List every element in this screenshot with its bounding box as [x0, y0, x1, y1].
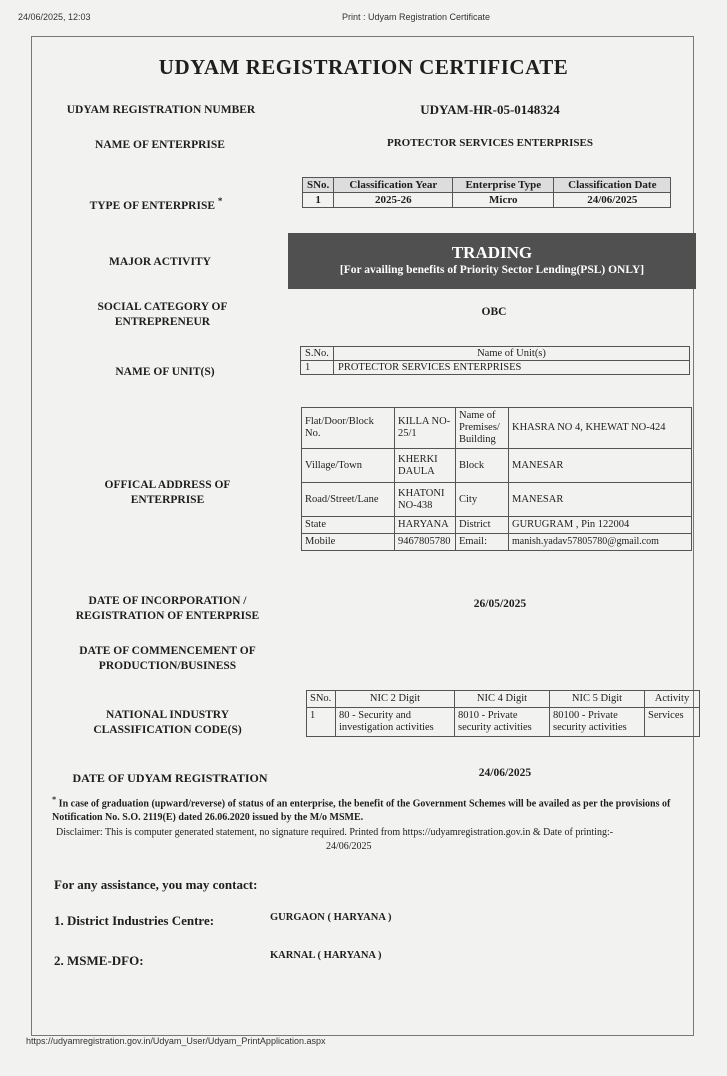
- address-value: KILLA NO-25/1: [395, 408, 456, 449]
- classification-header-type: Enterprise Type: [453, 178, 554, 193]
- enterprise-type-label: TYPE OF ENTERPRISE *: [89, 196, 223, 212]
- msme-dfo-label: 2. MSME-DFO:: [54, 953, 144, 968]
- footnote: [52, 793, 702, 825]
- units-header-name: Name of Unit(s): [334, 347, 690, 361]
- enterprise-name-label: NAME OF ENTERPRISE: [95, 139, 225, 151]
- address-key: Village/Town: [302, 449, 395, 483]
- address-key: Email:: [456, 534, 509, 551]
- major-activity-label: MAJOR ACTIVITY: [109, 256, 211, 268]
- table-row: [301, 361, 690, 375]
- nic-label-line1: NATIONAL INDUSTRY: [105, 709, 230, 721]
- unit-name-label: NAME OF UNIT(S): [115, 366, 215, 378]
- table-row: [302, 534, 692, 551]
- registration-number-value: UDYAM-HR-05-0148324: [420, 102, 560, 117]
- commencement-label: [50, 644, 285, 674]
- address-value: HARYANA: [395, 517, 456, 534]
- address-value: manish.yadav57805780@gmail.com: [509, 534, 692, 551]
- nic-5digit: 80100 - Private security activities: [550, 708, 645, 737]
- nic-header-2digit: NIC 2 Digit: [336, 691, 455, 708]
- address-value: KHERKI DAULA: [395, 449, 456, 483]
- classification-header-date: Classification Date: [554, 178, 671, 193]
- nic-header-sno: SNo.: [307, 691, 336, 708]
- major-activity-note: [For availing benefits of Priority Sector Lending(PSL) ONLY]: [339, 264, 645, 276]
- social-category-label-line1: SOCIAL CATEGORY OF: [97, 301, 228, 313]
- nic-header-activity: Activity: [645, 691, 700, 708]
- contact-heading: For any assistance, you may contact:: [54, 877, 258, 892]
- social-category-value: OBC: [481, 306, 507, 318]
- dic-label: 1. District Industries Centre:: [54, 913, 215, 928]
- unit-name: PROTECTOR SERVICES ENTERPRISES: [334, 361, 690, 375]
- address-key: Block: [456, 449, 509, 483]
- commencement-label-line1: DATE OF COMMENCEMENT OF: [79, 645, 256, 657]
- address-value: MANESAR: [509, 483, 692, 517]
- address-value: KHASRA NO 4, KHEWAT NO-424: [509, 408, 692, 449]
- enterprise-type-star: *: [217, 196, 223, 206]
- nic-activity: Services: [645, 708, 700, 737]
- social-category-label-line2: ENTREPRENEUR: [114, 316, 211, 328]
- table-row: [302, 408, 692, 449]
- nic-table: [306, 690, 700, 737]
- certificate-title: UDYAM REGISTRATION CERTIFICATE: [158, 55, 569, 79]
- address-key: State: [302, 517, 395, 534]
- address-key: City: [456, 483, 509, 517]
- classification-date: 24/06/2025: [554, 193, 671, 208]
- units-table: [300, 346, 690, 375]
- classification-type: Micro: [453, 193, 554, 208]
- address-key: Name of Premises/ Building: [456, 408, 509, 449]
- major-activity-value: TRADING: [451, 243, 533, 262]
- udyam-date-value: 24/06/2025: [478, 767, 532, 779]
- nic-header-5digit: NIC 5 Digit: [550, 691, 645, 708]
- disclaimer: [56, 826, 706, 854]
- footer-url: https://udyamregistration.gov.in/Udyam_User/Udyam_PrintApplication.aspx: [26, 1036, 326, 1046]
- incorporation-label-line1: DATE OF INCORPORATION /: [88, 595, 247, 607]
- classification-sno: 1: [303, 193, 334, 208]
- address-key: District: [456, 517, 509, 534]
- address-label-line2: ENTERPRISE: [130, 494, 205, 506]
- disclaimer-text: Disclaimer: This is computer generated statement, no signature required. Printed from https://udyamregistration.gov.in & Date of printing:-: [56, 827, 614, 838]
- incorporation-label: [50, 594, 285, 624]
- social-category-label: [60, 300, 265, 330]
- nic-2digit: 80 - Security and investigation activities: [336, 708, 455, 737]
- address-key: Flat/Door/Block No.: [302, 408, 395, 449]
- major-activity-band: [288, 233, 696, 289]
- address-key: Road/Street/Lane: [302, 483, 395, 517]
- table-row: [302, 449, 692, 483]
- nic-label: [55, 708, 280, 738]
- address-label: [60, 478, 275, 508]
- address-key: Mobile: [302, 534, 395, 551]
- table-row: [302, 483, 692, 517]
- address-value: GURUGRAM , Pin 122004: [509, 517, 692, 534]
- enterprise-name-value: PROTECTOR SERVICES ENTERPRISES: [386, 137, 594, 149]
- units-header-sno: S.No.: [301, 347, 334, 361]
- print-title: Print : Udyam Registration Certificate: [342, 12, 491, 22]
- classification-year: 2025-26: [334, 193, 453, 208]
- address-value: 9467805780: [395, 534, 456, 551]
- nic-header-4digit: NIC 4 Digit: [455, 691, 550, 708]
- footnote-star: *: [52, 795, 57, 804]
- unit-sno: 1: [301, 361, 334, 375]
- classification-table: [302, 177, 671, 208]
- classification-header-sno: SNo.: [303, 178, 334, 193]
- registration-number-label: UDYAM REGISTRATION NUMBER: [66, 104, 256, 116]
- nic-4digit: 8010 - Private security activities: [455, 708, 550, 737]
- address-table: [301, 407, 692, 551]
- incorporation-value: 26/05/2025: [473, 598, 527, 610]
- msme-dfo-value: KARNAL ( HARYANA ): [270, 950, 382, 961]
- table-row: [302, 517, 692, 534]
- address-value: KHATONI NO-438: [395, 483, 456, 517]
- table-row: [307, 708, 700, 737]
- footnote-text: In case of graduation (upward/reverse) of status of an enterprise, the benefit of the Government Schemes will be availed as per the provisions of Notification No. S.O. 2119(E) dated 26.06.2020 issued by the M/o MSME.: [52, 798, 671, 824]
- udyam-date-label: DATE OF UDYAM REGISTRATION: [72, 771, 268, 785]
- incorporation-label-line2: REGISTRATION OF ENTERPRISE: [75, 610, 260, 622]
- commencement-label-line2: PRODUCTION/BUSINESS: [98, 660, 237, 672]
- dic-value: GURGAON ( HARYANA ): [270, 912, 392, 923]
- print-datetime: 24/06/2025, 12:03: [18, 12, 91, 22]
- nic-sno: 1: [307, 708, 336, 737]
- nic-label-line2: CLASSIFICATION CODE(S): [93, 724, 242, 736]
- disclaimer-date: 24/06/2025: [326, 841, 372, 852]
- classification-header-year: Classification Year: [334, 178, 453, 193]
- address-value: MANESAR: [509, 449, 692, 483]
- address-label-line1: OFFICAL ADDRESS OF: [104, 479, 231, 491]
- table-row: [303, 193, 671, 208]
